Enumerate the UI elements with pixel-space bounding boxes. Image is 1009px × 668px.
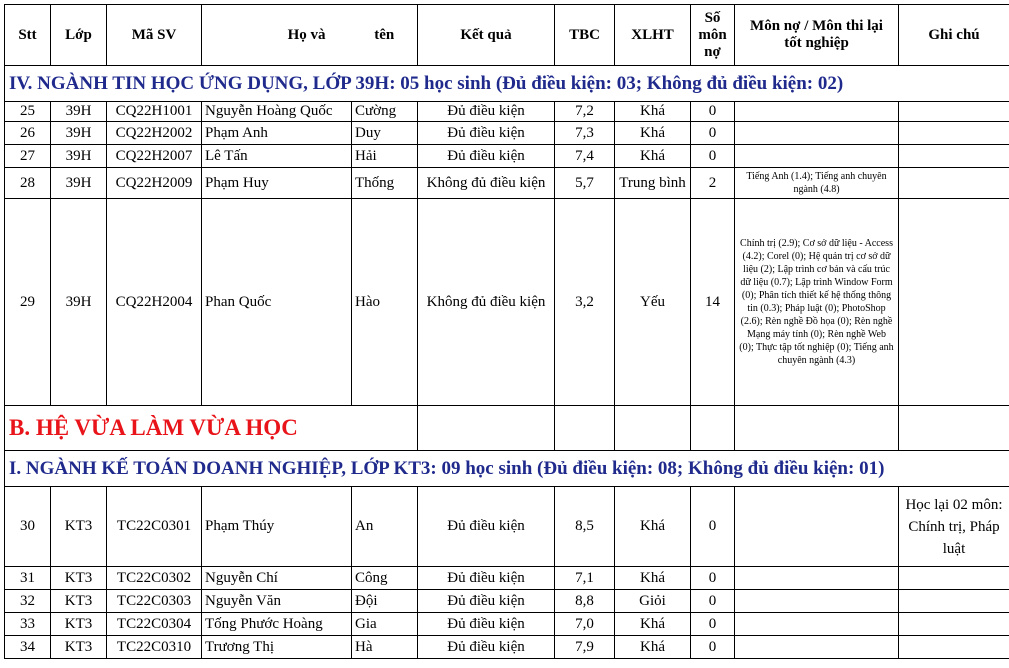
header-row [5,5,1009,66]
cell-ketqua: Không đủ điều kiện [418,168,555,199]
section-row [5,406,1009,451]
cell-mon-no [735,636,899,659]
cell-so-no: 0 [691,636,735,659]
header-ten: tên [352,5,418,66]
cell-xlht: Khá [615,145,691,168]
table-row [5,590,1009,613]
header-mon-no [735,5,899,66]
table-row [5,567,1009,590]
cell-so-no: 0 [691,590,735,613]
header-so-mon-no-line1: Số [704,9,721,26]
cell-ten: Hào [352,199,418,406]
cell-lop: KT3 [51,487,107,567]
cell-stt: 26 [5,122,51,145]
section-title: I. NGÀNH KẾ TOÁN DOANH NGHIỆP, LỚP KT3: 09 học sinh (Đủ điều kiện: 08; Không đủ điều kiện: 01) [5,451,1009,487]
header-ho: Họ và [202,5,352,66]
cell-ketqua: Đủ điều kiện [418,102,555,122]
cell-ho: Lê Tấn [202,145,352,168]
cell-xlht: Trung bình [615,168,691,199]
header-tbc: TBC [555,5,615,66]
cell-masv: CQ22H2007 [107,145,202,168]
cell-xlht: Khá [615,487,691,567]
cell-tbc: 7,3 [555,122,615,145]
student-results-table [4,4,1009,659]
cell-xlht: Khá [615,636,691,659]
cell-stt: 27 [5,145,51,168]
cell-stt: 33 [5,613,51,636]
cell-ketqua: Không đủ điều kiện [418,199,555,406]
cell-xlht: Khá [615,613,691,636]
cell-tbc: 3,2 [555,199,615,406]
cell-ghichu [899,122,1009,145]
cell-mon-no [735,145,899,168]
cell-ho: Phạm Thúy [202,487,352,567]
cell-so-no: 0 [691,122,735,145]
cell-ho: Tống Phước Hoàng [202,613,352,636]
table-row [5,168,1009,199]
header-mon-no-line1: Môn nợ / Môn thi lại [750,18,883,34]
cell-lop: 39H [51,199,107,406]
cell-masv: TC22C0302 [107,567,202,590]
cell-ten: Cường [352,102,418,122]
cell-ghichu [899,199,1009,406]
empty-cell [615,406,691,451]
cell-mon-no [735,102,899,122]
table-row [5,122,1009,145]
cell-ten: An [352,487,418,567]
empty-cell [691,406,735,451]
header-lop: Lớp [51,5,107,66]
cell-so-no: 0 [691,567,735,590]
cell-xlht: Khá [615,102,691,122]
cell-ketqua: Đủ điều kiện [418,636,555,659]
cell-stt: 29 [5,199,51,406]
cell-ketqua: Đủ điều kiện [418,487,555,567]
cell-ten: Duy [352,122,418,145]
cell-ten: Công [352,567,418,590]
cell-lop: 39H [51,145,107,168]
cell-tbc: 5,7 [555,168,615,199]
table-row [5,487,1009,567]
cell-lop: KT3 [51,567,107,590]
empty-cell [555,406,615,451]
cell-ten: Gia [352,613,418,636]
cell-ghichu: Học lại 02 môn: Chính trị, Pháp luật [899,487,1009,567]
cell-masv: TC22C0303 [107,590,202,613]
cell-mon-no: Tiếng Anh (1.4); Tiếng anh chuyên ngành (4.8) [735,168,899,199]
cell-masv: TC22C0310 [107,636,202,659]
table-row [5,636,1009,659]
cell-xlht: Yếu [615,199,691,406]
cell-masv: CQ22H2002 [107,122,202,145]
cell-ghichu [899,590,1009,613]
table-row [5,145,1009,168]
cell-ghichu [899,168,1009,199]
cell-ho: Nguyễn Văn [202,590,352,613]
cell-stt: 25 [5,102,51,122]
cell-ho: Phạm Huy [202,168,352,199]
cell-lop: 39H [51,122,107,145]
table-row [5,199,1009,406]
cell-tbc: 8,5 [555,487,615,567]
cell-ho: Phạm Anh [202,122,352,145]
table-row [5,613,1009,636]
cell-ghichu [899,567,1009,590]
cell-stt: 34 [5,636,51,659]
cell-stt: 32 [5,590,51,613]
cell-lop: 39H [51,102,107,122]
cell-ghichu [899,613,1009,636]
cell-ghichu [899,102,1009,122]
section-row [5,451,1009,487]
cell-mon-no: Chính trị (2.9); Cơ sở dữ liệu - Access (4.2); Corel (0); Hệ quản trị cơ sở dữ liệu (2); Lập trình cơ bản và cấu trúc dữ liệu (0.7); Lập trình Window Form (0); Phân tích thiết kế hệ thống thông tin (0.3); Pháp luật (0); PhotoShop (2.6); Rèn nghề Đồ họa (0); Rèn nghề Mạng máy tính (0); Rèn nghề Web (0); Thực tập tốt nghiệp (0); Tiếng anh chuyên ngành (4.3) [735,199,899,406]
cell-masv: CQ22H2004 [107,199,202,406]
cell-ho: Phan Quốc [202,199,352,406]
cell-xlht: Khá [615,567,691,590]
section-title: B. HỆ VỪA LÀM VỪA HỌC [5,406,418,451]
cell-mon-no [735,567,899,590]
cell-ketqua: Đủ điều kiện [418,122,555,145]
header-mon-no-line2: tốt nghiệp [784,35,849,51]
cell-tbc: 8,8 [555,590,615,613]
cell-ketqua: Đủ điều kiện [418,567,555,590]
cell-mon-no [735,487,899,567]
header-ketqua: Kết quả [418,5,555,66]
cell-stt: 30 [5,487,51,567]
empty-cell [735,406,899,451]
cell-ketqua: Đủ điều kiện [418,145,555,168]
header-xlht: XLHT [615,5,691,66]
cell-xlht: Giỏi [615,590,691,613]
cell-ten: Hà [352,636,418,659]
cell-mon-no [735,122,899,145]
cell-lop: 39H [51,168,107,199]
cell-ten: Thống [352,168,418,199]
header-ghichu: Ghi chú [899,5,1009,66]
cell-masv: TC22C0304 [107,613,202,636]
header-so-mon-no-line2: môn [698,26,727,43]
cell-ghichu [899,636,1009,659]
empty-cell [899,406,1009,451]
cell-so-no: 0 [691,613,735,636]
cell-lop: KT3 [51,590,107,613]
cell-tbc: 7,0 [555,613,615,636]
cell-so-no: 0 [691,102,735,122]
cell-tbc: 7,2 [555,102,615,122]
cell-ghichu [899,145,1009,168]
cell-mon-no [735,613,899,636]
cell-ketqua: Đủ điều kiện [418,613,555,636]
cell-ten: Đội [352,590,418,613]
header-masv: Mã SV [107,5,202,66]
empty-cell [418,406,555,451]
cell-masv: TC22C0301 [107,487,202,567]
cell-stt: 28 [5,168,51,199]
cell-tbc: 7,4 [555,145,615,168]
cell-ho: Trương Thị [202,636,352,659]
section-title: IV. NGÀNH TIN HỌC ỨNG DỤNG, LỚP 39H: 05 học sinh (Đủ điều kiện: 03; Không đủ điều kiện: 02) [5,66,1009,102]
section-row [5,66,1009,102]
cell-masv: CQ22H1001 [107,102,202,122]
cell-ho: Nguyễn Hoàng Quốc [202,102,352,122]
cell-tbc: 7,9 [555,636,615,659]
cell-stt: 31 [5,567,51,590]
cell-so-no: 2 [691,168,735,199]
table-row [5,102,1009,122]
cell-ketqua: Đủ điều kiện [418,590,555,613]
cell-so-no: 0 [691,487,735,567]
cell-lop: KT3 [51,613,107,636]
cell-lop: KT3 [51,636,107,659]
cell-so-no: 0 [691,145,735,168]
header-so-mon-no [691,5,735,66]
cell-mon-no [735,590,899,613]
cell-tbc: 7,1 [555,567,615,590]
header-so-mon-no-line3: nợ [704,43,721,60]
cell-ten: Hải [352,145,418,168]
cell-so-no: 14 [691,199,735,406]
cell-masv: CQ22H2009 [107,168,202,199]
cell-xlht: Khá [615,122,691,145]
cell-ho: Nguyễn Chí [202,567,352,590]
header-stt: Stt [5,5,51,66]
